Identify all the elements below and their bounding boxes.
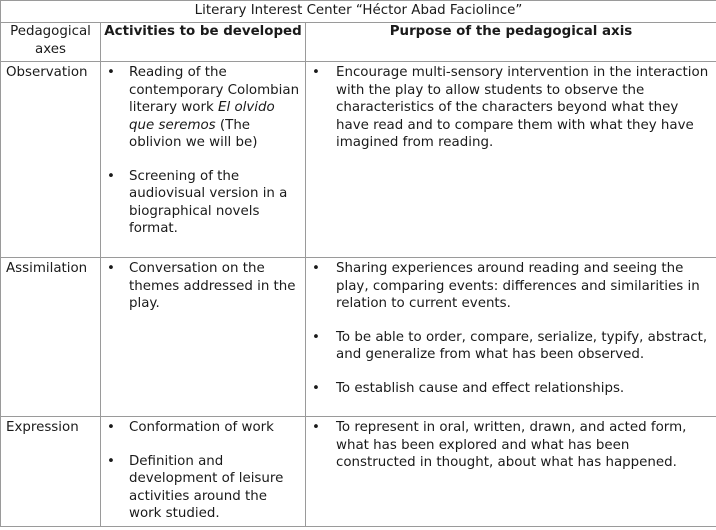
- purpose-item: • To be able to order, compare, serialize, typify, abstract, and generalize from what has been observed.: [306, 329, 716, 364]
- purpose-item: • Sharing experiences around reading and seeing the play, comparing events: differences and similarities in relation to current events.: [306, 260, 716, 313]
- activities-cell: [101, 62, 306, 258]
- activities-cell: [101, 417, 306, 527]
- table-title: Literary Interest Center “Héctor Abad Faciolince”: [1, 1, 716, 23]
- header-axes: Pedagogical axes: [1, 23, 101, 62]
- title-row: [1, 1, 716, 23]
- activities-cell: [101, 258, 306, 417]
- header-row: [1, 23, 716, 62]
- work-title: El olvido que seremos: [129, 100, 275, 133]
- table-row-assimilation: [1, 258, 716, 417]
- header-activities: Activities to be developed: [101, 23, 306, 62]
- activity-item: [101, 64, 305, 152]
- table-row-expression: [1, 417, 716, 527]
- purpose-cell: [306, 258, 716, 417]
- header-purpose: Purpose of the pedagogical axis: [306, 23, 716, 62]
- purpose-item: • Encourage multi-sensory intervention in the interaction with the play to allow students to observe the characteristics of the characters beyond what they have read and to compare them with what they have imagined from reading.: [306, 64, 716, 152]
- axis-cell: Assimilation: [1, 258, 101, 417]
- activity-text: Conformation of work: [129, 420, 274, 435]
- axis-cell: Expression: [1, 417, 101, 527]
- activity-text-after: (The oblivion we will be): [129, 117, 258, 150]
- purpose-item: • To represent in oral, written, drawn, and acted form, what has been explored and what has been constructed in thought, about what has happened.: [306, 419, 716, 472]
- purpose-cell: [306, 62, 716, 258]
- activity-item: [101, 419, 305, 437]
- purpose-cell: [306, 417, 716, 527]
- table-row-observation: [1, 62, 716, 258]
- activity-item: [101, 168, 305, 238]
- activity-text: Reading of the contemporary Colombian literary work: [129, 65, 300, 115]
- activity-text: Screening of the audiovisual version in a biographical novels format.: [129, 168, 288, 236]
- purpose-item: • To establish cause and effect relationships.: [306, 380, 716, 398]
- activity-item: [101, 260, 305, 313]
- activity-item: [101, 453, 305, 523]
- activity-text: Definition and development of leisure activities around the work studied.: [129, 453, 284, 521]
- activity-text: Conversation on the themes addressed in the play.: [129, 261, 296, 311]
- axis-cell: Observation: [1, 62, 101, 258]
